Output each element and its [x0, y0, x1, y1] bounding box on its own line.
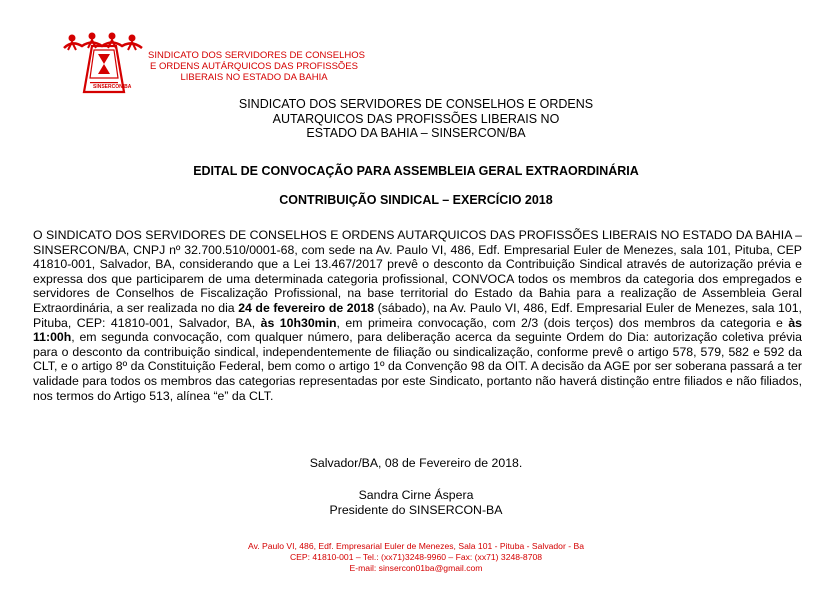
- signatory-role: Presidente do SINSERCON-BA: [329, 503, 503, 517]
- org-title-line-2: AUTARQUICOS DAS PROFISSÕES LIBERAIS NO: [272, 111, 560, 126]
- org-title-line-1: SINDICATO DOS SERVIDORES DE CONSELHOS E ORDENS: [238, 97, 594, 111]
- document-date: Salvador/BA, 08 de Fevereiro de 2018.: [309, 456, 523, 470]
- second-call-time: às 11:00h: [33, 315, 802, 345]
- body-text-part-3: , em primeira convocação, com 2/3 (dois terços) dos membros da categoria e: [336, 315, 789, 330]
- footer-email: E-mail: sinsercon01ba@gmail.com: [349, 563, 483, 573]
- edital-title: EDITAL DE CONVOCAÇÃO PARA ASSEMBLEIA GERAL EXTRAORDINÁRIA: [193, 164, 639, 178]
- logo-line-1: SINDICATO DOS SERVIDORES DE CONSELHOS: [148, 50, 365, 61]
- body-text-part-2: (sábado), na Av. Paulo VI, 486, Edf. Empresarial Euler de Menezes, sala 101, Pituba, CEP: 41810-001, Salvador, BA,: [33, 300, 802, 330]
- contribution-title: CONTRIBUIÇÃO SINDICAL – EXERCÍCIO 2018: [279, 193, 553, 207]
- union-logo: [62, 26, 365, 96]
- footer-phone: CEP: 41810-001 – Tel.: (xx71)3248-9960 – Fax: (xx71) 3248-8708: [289, 552, 543, 562]
- convocation-body: [33, 228, 802, 403]
- logo-line-2: E ORDENS AUTÁRQUICOS DAS PROFISSÕES: [150, 61, 358, 72]
- org-title-line-3: ESTADO DA BAHIA – SINSERCON/BA: [306, 126, 526, 141]
- footer-address: Av. Paulo VI, 486, Edf. Empresarial Euler de Menezes, Sala 101 - Pituba - Salvador - Ba: [248, 541, 584, 551]
- body-text-part-4: , em segunda convocação, com qualquer número, para deliberação acerca da seguinte Ordem do Dia: autorização coletiva prévia para o desconto da contribuição sindical, independentemente de filiação ou sindicalização, conforme prevê o artigo 578, 579, 582 e 592 da CLT, e o artigo 8º da Constituição Federal, bem como o artigo 1º da Convenção 98 da OIT. A decisão da AGE por ser soberana passará a ter validade para todos os membros das categorias representadas por este Sindicato, portanto não haverá distinção entre filiados e não filiados, nos termos do Artigo 513, alínea “e” da CLT.: [33, 330, 802, 403]
- first-call-time: às 10h30min: [260, 315, 337, 330]
- logo-text: [146, 50, 365, 83]
- footer-contact: [0, 541, 832, 574]
- meeting-date: 24 de fevereiro de 2018: [238, 300, 375, 315]
- logo-badge: SINSERCON/BA: [93, 84, 132, 90]
- body-text-part-1: O SINDICATO DOS SERVIDORES DE CONSELHOS E ORDENS AUTARQUICOS DAS PROFISSÕES LIBERAIS NO ESTADO DA BAHIA – SINSERCON/BA, CNPJ nº 32.700.510/0001-68, com sede na Av. Paulo VI, 486, Edf. Empresarial Euler de Menezes, sala 101, Pituba, CEP 41810-001, Salvador, BA, considerando que a Lei 13.467/2017 prevê o desconto da Contribuição Sindical através de autorização prévia e expressa dos que participarem de uma determinada categoria profissional, CONVOCA todos os membros da categoria dos empregados e servidores de Conselhos de Fiscalização Profissional, na base territorial do Estado da Bahia para a realização de Assembleia Geral Extraordinária, a ser realizada no dia: [33, 228, 802, 315]
- signatory-name: Sandra Cirne Áspera: [358, 488, 474, 502]
- organization-title: [0, 97, 832, 141]
- logo-line-3: LIBERAIS NO ESTADO DA BAHIA: [180, 72, 328, 83]
